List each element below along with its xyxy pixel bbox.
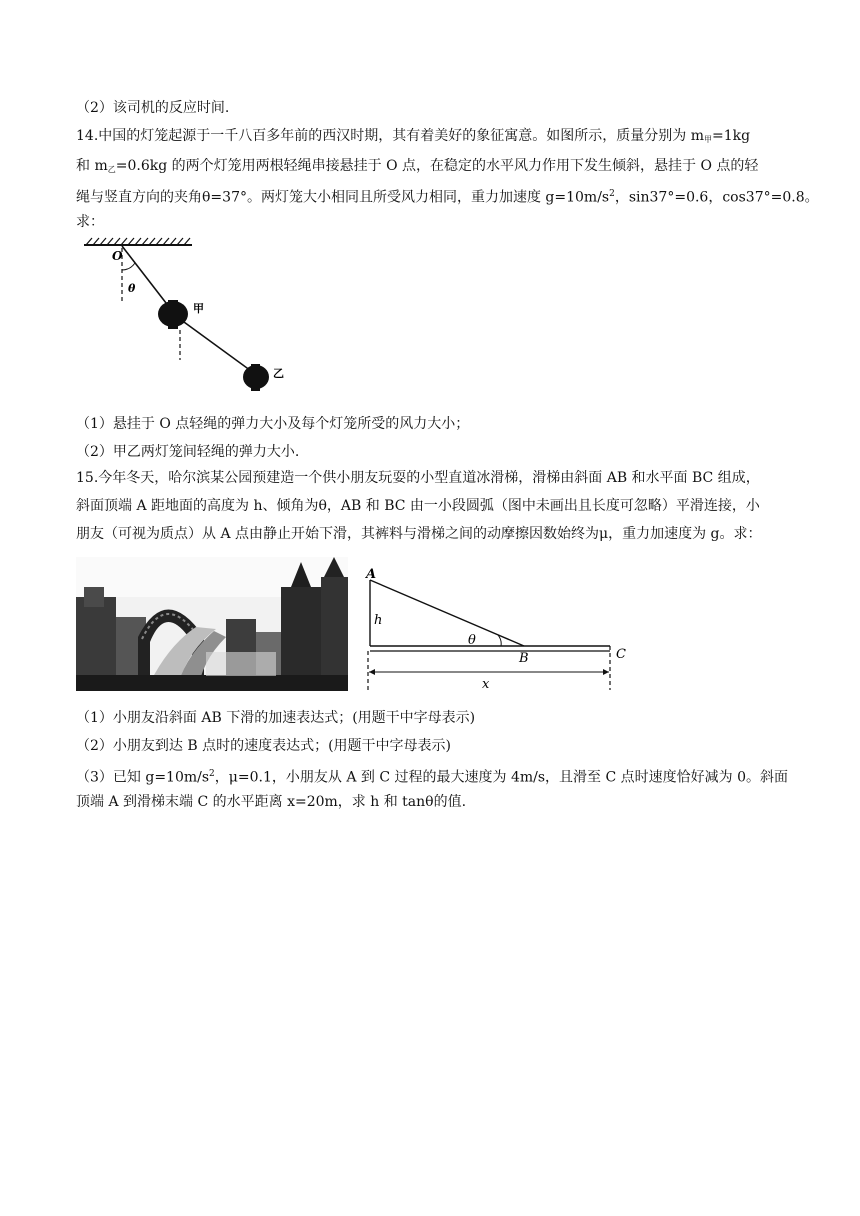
q13-part2: （2）该司机的反应时间. — [76, 100, 230, 116]
q14-line4: 求： — [76, 214, 104, 230]
svg-text:h: h — [374, 613, 383, 628]
svg-text:C: C — [616, 647, 626, 662]
q14-line1: 14.中国的灯笼起源于一千八百多年前的西汉时期，其有着美好的象征寓意。如图所示，质量分别为 $m_甲=1kg$ — [76, 128, 751, 144]
svg-text:O: O — [112, 249, 123, 263]
q15-part3-line1: （3）已知 $g=10m/s^2$，μ=0.1，小朋友从 A 到 C 过程的最大速度为 4m/s，且滑至 C 点时速度恰好减为 0。斜面 — [76, 769, 789, 786]
incline-ab — [370, 580, 524, 646]
q14-part1: （1）悬挂于 O 点轻绳的弹力大小及每个灯笼所受的风力大小； — [76, 416, 470, 432]
lantern-jia — [158, 300, 188, 329]
svg-text:A: A — [366, 567, 377, 582]
q14-part2: （2）甲乙两灯笼间轻绳的弹力大小. — [76, 444, 300, 460]
q15-line3: 朋友（可视为质点）从 A 点由静止开始下滑，其裤料与滑梯之间的动摩擦因数始终为μ，重力加速度为 g。求： — [76, 526, 762, 542]
svg-text:乙: 乙 — [273, 367, 284, 380]
q15-part3-line2: 顶端 A 到滑梯末端 C 的水平距离 x=20m，求 h 和 tanθ的值. — [76, 794, 467, 810]
rope-o-jia — [122, 246, 173, 312]
svg-text:θ: θ — [128, 282, 136, 295]
q15-line2: 斜面顶端 A 距地面的高度为 h、倾角为θ，AB 和 BC 由一小段圆弧（图中未画出且长度可忽略）平滑连接，小 — [76, 498, 760, 514]
svg-text:B: B — [519, 651, 529, 666]
q14-line2: 和 $m_乙=0.6kg$ 的两个灯笼用两根轻绳串接悬挂于 O 点，在稳定的水平风力作用下发生倾斜，悬挂于 O 点的轻 — [76, 158, 759, 174]
svg-text:甲: 甲 — [193, 302, 204, 315]
q14-line3: 绳与竖直方向的夹角θ=37°。两灯笼大小相同且所受风力相同，重力加速度 $g=10m/s^2$，sin37°=0.6，cos37°=0.8。 — [76, 189, 819, 206]
svg-text:θ: θ — [468, 633, 476, 648]
lantern-figure — [76, 236, 306, 406]
q15-part2: （2）小朋友到达 B 点时的速度表达式；(用题干中字母表示) — [76, 738, 452, 754]
q15-line1: 15.今年冬天，哈尔滨某公园预建造一个供小朋友玩耍的小型直道冰滑梯，滑梯由斜面 AB 和水平面 BC 组成， — [76, 470, 760, 486]
ice-slide-photo — [76, 557, 348, 691]
rope-jia-yi — [173, 314, 258, 376]
slide-diagram — [360, 560, 640, 694]
q15-part1: （1）小朋友沿斜面 AB 下滑的加速表达式；(用题干中字母表示) — [76, 710, 476, 726]
svg-text:x: x — [482, 677, 490, 692]
